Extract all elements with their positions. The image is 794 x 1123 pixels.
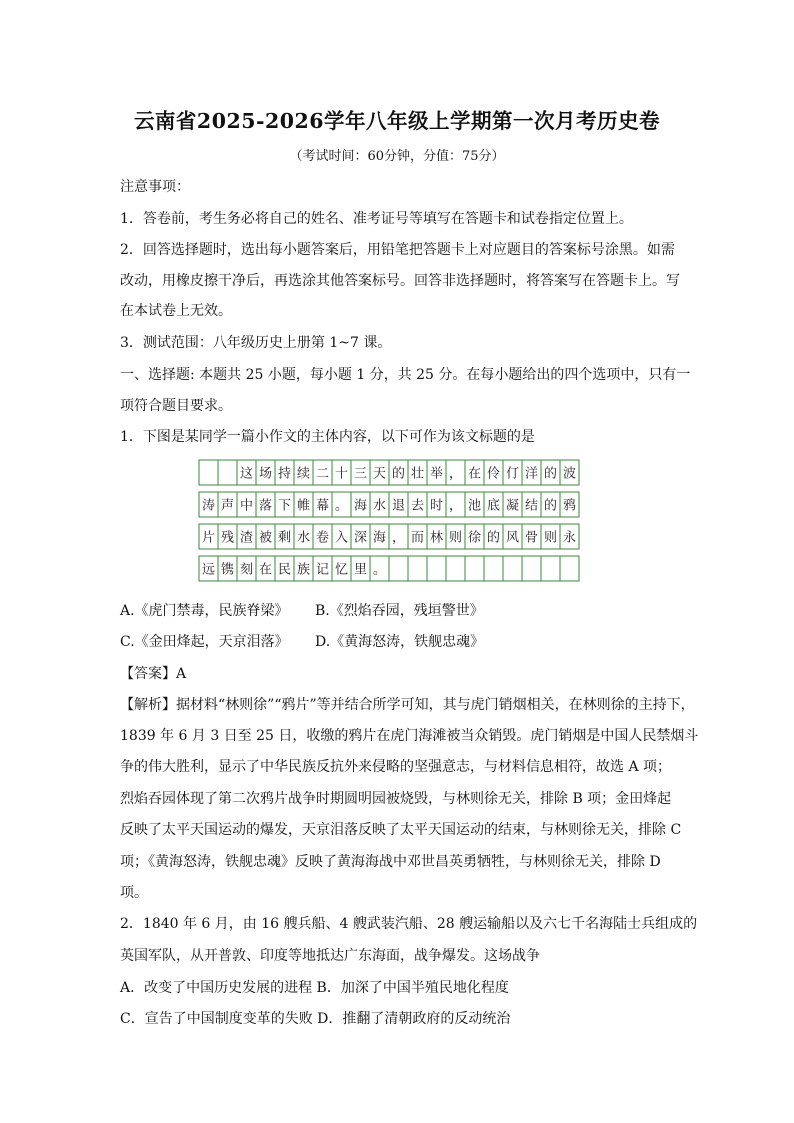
question-1-stem: 1．下图是某同学一篇小作文的主体内容，以下可作为该文标题的是 [120, 429, 535, 445]
essay-grid-char: 水 [296, 530, 311, 546]
question-1-option-b: B.《烈焰吞园，残垣警世》 [315, 603, 484, 619]
essay-grid-char: 十 [334, 466, 349, 482]
essay-grid-char: 远 [201, 562, 216, 578]
notice-item-2-line-1: 2．回答选择题时，选出每小题答案后，用铅笔把答题卡上对应题目的答案标号涂黑。如需 [120, 242, 675, 258]
essay-grid-char: 二 [315, 466, 330, 482]
essay-grid-char: 凝 [505, 498, 520, 514]
essay-grid-char: 持 [277, 466, 292, 482]
analysis-line-6: 项；《黄海怒涛，铁舰忠魂》反映了黄海海战中邓世昌英勇牺牲，与林则徐无关，排除 D [120, 854, 661, 870]
essay-grid-char: 的 [543, 498, 558, 514]
question-2-options-cd: C．宣告了中国制度变革的失败 D．推翻了清朝政府的反动统治 [120, 1011, 511, 1027]
analysis-line-2: 1839 年 6 月 3 日至 25 日，收缴的鸦片在虎门海滩被当众销毁。虎门销烟是中国人民禁烟斗 [120, 728, 699, 744]
exam-info: （考试时间：60分钟，分值：75分） [289, 149, 505, 164]
essay-grid-char: 伶 [486, 466, 501, 482]
essay-grid-char: 被 [258, 530, 273, 546]
analysis-line-4: 烈焰吞园体现了第二次鸦片战争时期圆明园被烧毁，与林则徐无关，排除 B 项；金田烽起 [120, 791, 672, 807]
essay-grid-char: 在 [258, 562, 273, 578]
essay-grid-char: 涛 [201, 498, 216, 514]
essay-grid-char: 记 [315, 562, 330, 578]
question-2-options-ab: A．改变了中国历史发展的进程 B．加深了中国半殖民地化程度 [120, 980, 509, 996]
notice-item-2-line-2: 改动，用橡皮擦干净后，再选涂其他答案标号。回答非选择题时，将答案写在答题卡上。写 [120, 273, 680, 289]
notice-item-3: 3．测试范围：八年级历史上册第 1~7 课。 [120, 335, 392, 351]
question-2-stem-line-1: 2．1840 年 6 月，由 16 艘兵船、4 艘武装汽船、28 艘运输船以及六七千名海陆士兵组成的 [120, 916, 698, 932]
essay-grid-char: 。 [372, 562, 387, 578]
analysis-line-5: 反映了太平天国运动的爆发，天京泪落反映了太平天国运动的结束，与林则徐无关，排除 C [120, 822, 682, 838]
page-title: 云南省2025-2026学年八年级上学期第一次月考历史卷 [133, 109, 661, 133]
essay-grid-char: 的 [391, 466, 406, 482]
essay-grid-char: 的 [486, 530, 501, 546]
essay-grid-char: 结 [524, 498, 539, 514]
essay-grid-char: 入 [334, 530, 349, 546]
essay-grid-char: 场 [258, 466, 273, 482]
question-1-option-c: C.《金田烽起，天京泪落》 [120, 634, 289, 650]
analysis-line-1: 【解析】据材料“林则徐”“鸦片”等并结合所学可知，其与虎门销烟相关，在林则徐的主持下， [120, 697, 695, 713]
essay-grid-char: 天 [372, 466, 387, 482]
notice-heading: 注意事项： [120, 179, 190, 195]
essay-grid-char: 举 [429, 466, 444, 482]
essay-grid-char: 刻 [239, 562, 254, 578]
essay-grid-char: 骨 [524, 530, 539, 546]
essay-grid-char: 徐 [467, 530, 482, 546]
essay-grid-char: 则 [543, 530, 558, 546]
essay-grid-char: 洋 [524, 466, 539, 482]
essay-grid-char: 风 [505, 530, 520, 546]
question-1-option-a: A.《虎门禁毒，民族脊梁》 [120, 603, 289, 619]
essay-grid-char: 。 [334, 498, 349, 514]
essay-grid-char: 海 [372, 530, 387, 546]
essay-grid-char: 水 [372, 498, 387, 514]
essay-grid-char: 去 [410, 498, 425, 514]
essay-grid-char: 里 [353, 562, 368, 578]
notice-item-2-line-3: 在本试卷上无效。 [120, 303, 232, 319]
essay-grid-char: ， [391, 530, 406, 546]
essay-grid-char: 池 [467, 498, 482, 514]
essay-grid-char: 仃 [505, 466, 520, 482]
essay-grid-char: 残 [220, 530, 235, 546]
essay-grid-char: 剩 [277, 530, 292, 546]
section-intro-line-2: 项符合题目要求。 [120, 398, 232, 414]
essay-grid-char: 落 [258, 498, 273, 514]
essay-grid-char: 鸦 [562, 498, 577, 514]
essay-grid-char: 海 [353, 498, 368, 514]
essay-grid-char: 幕 [315, 498, 330, 514]
essay-grid-char: 在 [467, 466, 482, 482]
essay-grid-char: 忆 [334, 562, 349, 578]
essay-grid-char: 深 [353, 530, 368, 546]
essay-grid-char: 的 [543, 466, 558, 482]
analysis-line-7: 项。 [120, 885, 148, 901]
essay-grid-char: 下 [277, 498, 292, 514]
question-1-option-d: D.《黄海怒涛，铁舰忠魂》 [315, 634, 485, 650]
essay-grid-char: 退 [391, 498, 406, 514]
essay-grid-char: 则 [448, 530, 463, 546]
notice-item-1: 1．答卷前，考生务必将自己的姓名、准考证号等填写在答题卡和试卷指定位置上。 [120, 211, 633, 227]
essay-grid-char: 而 [410, 530, 425, 546]
essay-grid-char: 族 [296, 562, 311, 578]
essay-grid-char: 永 [562, 530, 577, 546]
essay-grid-char: ， [448, 466, 463, 482]
section-intro-line-1: 一、选择题: 本题共 25 小题，每小题 1 分，共 25 分。在每小题给出的四个选项中，只有一 [120, 367, 691, 383]
essay-grid-char: 波 [562, 466, 577, 482]
essay-grid-char: 底 [486, 498, 501, 514]
essay-grid-image [198, 459, 580, 583]
essay-grid-char: 时 [429, 498, 444, 514]
question-2-stem-line-2: 英国军队，从开普敦、印度等地抵达广东海面，战争爆发。这场战争 [120, 948, 540, 964]
question-1-answer: 【答案】A [120, 666, 187, 682]
essay-grid-char: 三 [353, 466, 368, 482]
essay-grid-char: 帷 [296, 498, 311, 514]
essay-grid-char: 民 [277, 562, 292, 578]
essay-grid-char: 中 [239, 498, 254, 514]
essay-grid-char: 片 [201, 530, 216, 546]
analysis-line-3: 争的伟大胜利，显示了中华民族反抗外来侵略的坚强意志，与材料信息相符，故选 A 项； [120, 759, 672, 775]
essay-grid-char: 壮 [410, 466, 425, 482]
essay-grid-char: 林 [429, 530, 444, 546]
essay-grid-char: 这 [239, 466, 254, 482]
essay-grid-char: 镌 [220, 562, 235, 578]
essay-grid-char: 声 [220, 498, 235, 514]
essay-grid-char: 续 [296, 466, 311, 482]
essay-grid-char: ， [448, 498, 463, 514]
essay-grid-char: 渣 [239, 530, 254, 546]
essay-grid-char: 卷 [315, 530, 330, 546]
